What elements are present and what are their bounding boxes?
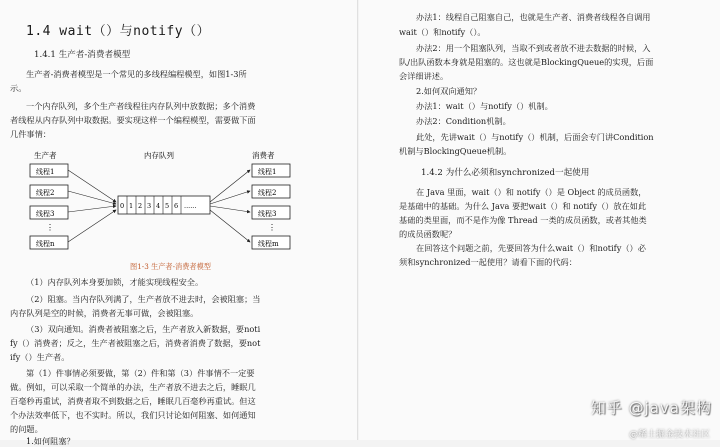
section-bidirectional-notify: 2.如何双向通知？	[416, 86, 482, 96]
para3-line-2: 是基础中的基础。为什么 Java 要把wait（）和 notify（）放在如此	[399, 201, 647, 211]
para3-line-1: 在 Java 里面，wait（）和 notify（）是 Object 的成员函数，	[416, 187, 647, 197]
para4-line-2: 须和synchronized一起使用？请看下面的代码：	[399, 257, 577, 267]
section-title: 1.4 wait（）与notify（）	[26, 24, 211, 39]
subsection-title: 1.4.1 生产者-消费者模型	[34, 50, 131, 60]
consumer-boxes	[252, 164, 290, 249]
subsection-why-synchronized: 1.4.2 为什么必须和synchronized一起使用	[421, 168, 590, 178]
queue-cell-ellipsis: ......	[184, 202, 197, 210]
para2-line-4: 个办法效率低下，也不实时。所以，我们只讨论如何阻塞、如何通知	[10, 410, 256, 420]
para3-line-4: 的成员函数呢？	[399, 229, 457, 239]
notify-line-2: 办法2：Condition机制。	[416, 116, 511, 126]
notify-line-1: 办法1：wait（）与notify（）机制。	[416, 101, 553, 111]
para2-line-2: 做。例如，可以采取一个简单的办法，生产者放不进去之后，睡眠几	[10, 382, 256, 392]
consumer-m: 线程m	[258, 240, 279, 248]
consumer-2: 线程2	[258, 189, 277, 197]
queue-header: 内存队列	[144, 151, 174, 160]
queue-cell-4: 4	[156, 202, 161, 210]
consumer-header: 消费者	[252, 151, 275, 160]
producer-consumer-diagram	[26, 150, 326, 260]
figure-caption: 图1-3 生产者-消费者模型	[130, 262, 211, 271]
method2-line-1: 办法2：用一个阻塞队列，当取不到或者放不进去数据的时候，入	[416, 43, 651, 53]
para4-line-1: 在回答这个问题之前，先要回答为什么wait（）和notify（）必	[416, 243, 646, 253]
section-how-to-block: 1.如何阻塞？	[26, 436, 75, 446]
producer-3: 线程3	[36, 210, 55, 218]
method1-line-2: wait（）和notify（）。	[399, 27, 486, 37]
list-line-5: fy（）消费者；反之，生产者被阻塞之后，消费者消费了数据，要not	[10, 338, 261, 348]
intro-line-2: 示。	[10, 83, 27, 93]
queue-cell-2: 2	[138, 202, 143, 210]
method2-line-2: 队/出队函数本身就是阻塞的。这也就是BlockingQueue的实现，后面	[399, 57, 654, 67]
producer-n: 线程n	[36, 240, 55, 248]
producer-header: 生产者	[34, 151, 57, 160]
list-line-3: 内存队列是空的时候，消费者无事可做，会被阻塞。	[10, 308, 199, 318]
para1-line-1: 一个内存队列，多个生产者线程往内存队列中放数据；多个消费	[26, 101, 256, 111]
juejin-watermark: @稀土掘金技术社区	[628, 430, 710, 440]
method1-line-1: 办法1：线程自己阻塞自己，也就是生产者、消费者线程各自调用	[416, 12, 651, 22]
para1-line-3: 几件事情：	[10, 129, 51, 139]
para2-line-5: 的问题。	[10, 424, 43, 434]
follow-line-1: 此处，先讲wait（）与notify（）机制，后面会专门讲Condition	[416, 132, 654, 142]
consumer-dots: ⋮	[268, 223, 276, 232]
method2-line-3: 会详细讲述。	[399, 71, 449, 81]
producer-2: 线程2	[36, 189, 55, 197]
intro-line-1: 生产者-消费者模型是一个常见的多线程编程模型，如图1-3所	[26, 69, 247, 79]
consumer-3: 线程3	[258, 210, 277, 218]
list-line-4: （3）双向通知。消费者被阻塞之后，生产者放入新数据，要noti	[26, 324, 261, 334]
queue-cell-5: 5	[165, 202, 170, 210]
zhihu-watermark: 知乎 @java架构	[590, 399, 712, 417]
para2-line-3: 百毫秒再重试，消费者取不到数据之后，睡眠几百毫秒再重试。但这	[10, 396, 256, 406]
para3-line-3: 基础的类里面，而不是作为像 Thread 一类的成员函数，或者其他类	[399, 215, 647, 225]
list-line-6: ify（）生产者。	[10, 352, 70, 362]
producer-1: 线程1	[36, 168, 55, 176]
producer-dots: ⋮	[46, 223, 54, 232]
producer-boxes	[30, 164, 68, 249]
right-page	[359, 0, 720, 440]
queue-cell-0: 0	[120, 202, 125, 210]
consumer-1: 线程1	[258, 168, 277, 176]
para1-line-2: 者线程从内存队列中取数据。要实现这样一个编程模型，需要做下面	[10, 115, 256, 125]
queue-cell-6: 6	[174, 202, 179, 210]
follow-line-2: 机制与BlockingQueue机制。	[399, 146, 512, 156]
list-line-2: （2）阻塞。当内存队列满了，生产者放不进去时，会被阻塞；当	[26, 294, 261, 304]
queue-cell-1: 1	[129, 202, 134, 210]
para2-line-1: 第（1）件事情必须要做，第（2）件和第（3）件事情不一定要	[26, 368, 255, 378]
queue-cell-3: 3	[147, 202, 152, 210]
left-page	[0, 0, 358, 446]
memory-queue	[118, 196, 210, 214]
list-line-1: （1）内存队列本身要加锁，才能实现线程安全。	[26, 277, 204, 287]
